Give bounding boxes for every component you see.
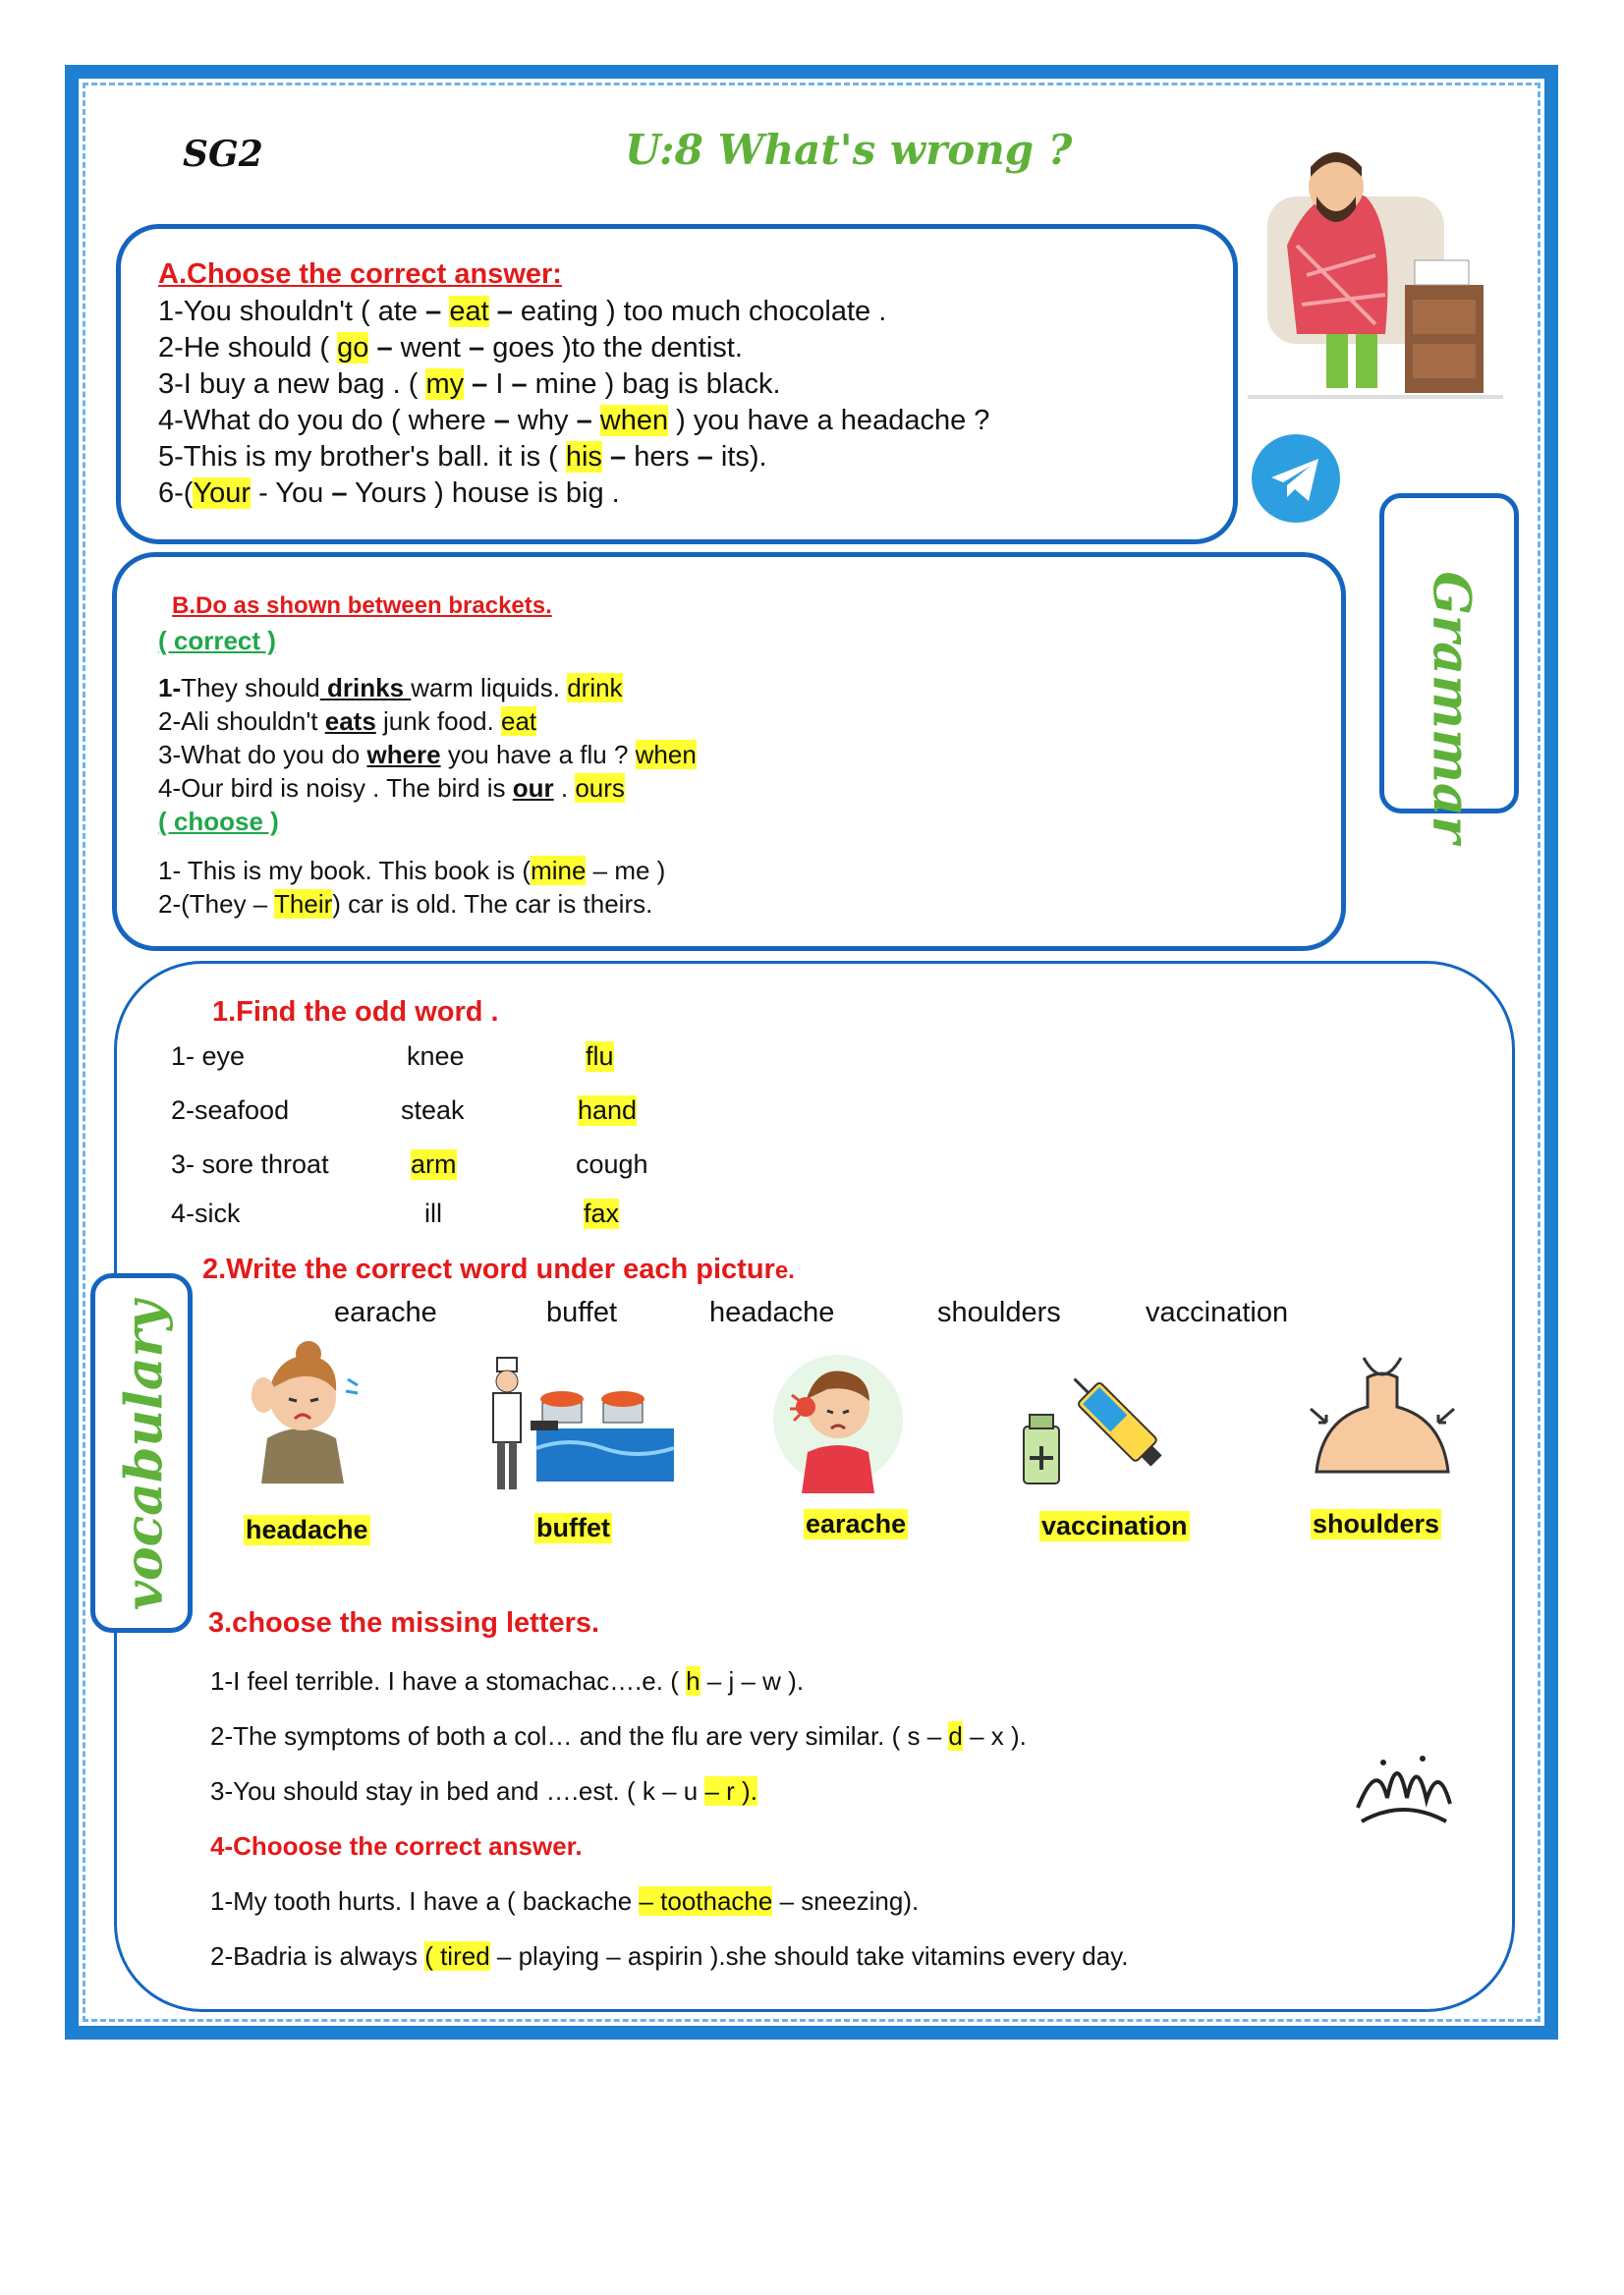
- answer-highlight: – toothache: [639, 1886, 773, 1916]
- correct-item-2: 2-Ali shouldn't eats junk food. eat: [158, 706, 537, 736]
- vocabulary-tab: [90, 1273, 193, 1633]
- answer-highlight: mine: [531, 856, 587, 885]
- odd-row-4-b: ill: [424, 1199, 442, 1228]
- odd-word-heading: 1.Find the odd word .: [212, 996, 499, 1028]
- answer-highlight: d: [948, 1721, 963, 1751]
- shoulders-picture: [1307, 1348, 1458, 1478]
- picture-label-5: shoulders: [1313, 1509, 1440, 1539]
- question-a4: 4-What do you do ( where – why – when ) you have a headache ?: [158, 405, 990, 436]
- question-a2: 2-He should ( go – went – goes )to the dentist.: [158, 332, 743, 364]
- odd-row-1-b: knee: [407, 1041, 465, 1071]
- correct-item-4: 4-Our bird is noisy . The bird is our . ours: [158, 773, 625, 803]
- choose-item-1: 1- This is my book. This book is (mine – me ): [158, 856, 666, 885]
- answer-highlight: eat: [500, 706, 537, 736]
- missing-item-3: 3-You should stay in bed and ….est. ( k – u – r ).: [210, 1776, 757, 1806]
- grammar-tab-label: Grammar: [1421, 571, 1482, 844]
- answer-highlight: ours: [575, 773, 625, 803]
- word-bank-1: earache: [334, 1297, 437, 1328]
- question-a1: 1-You shouldn't ( ate – eat – eating ) too much chocolate .: [158, 296, 887, 327]
- sheet-code: SG2: [183, 134, 263, 175]
- picture-label-3: earache: [806, 1509, 907, 1539]
- question-a3: 3-I buy a new bag . ( my – I – mine ) bag is black.: [158, 368, 781, 400]
- section-a-heading: A.Choose the correct answer:: [158, 258, 562, 290]
- word-bank-2: buffet: [546, 1297, 618, 1328]
- odd-row-4-c: fax: [584, 1199, 620, 1228]
- correct-heading: ( correct ): [158, 626, 276, 655]
- correct-item-1: 1-They should drinks warm liquids. drink: [158, 673, 623, 702]
- choose4-item-1: 1-My tooth hurts. I have a ( backache – toothache – sneezing).: [210, 1886, 920, 1916]
- answer-highlight: Your: [193, 477, 252, 509]
- odd-row-4-a: 4-sick: [171, 1199, 241, 1228]
- correct-item-3: 3-What do you do where you have a flu ? when: [158, 740, 697, 769]
- answer-highlight: my: [425, 368, 465, 400]
- answer-highlight: his: [565, 441, 602, 473]
- picture-label-1: headache: [246, 1515, 368, 1544]
- word-bank-3: headache: [709, 1297, 835, 1328]
- telegram-icon[interactable]: [1250, 432, 1342, 525]
- picture-label-4: vaccination: [1041, 1511, 1188, 1540]
- grammar-tab: [1379, 493, 1519, 844]
- answer-highlight: ( tired: [424, 1941, 490, 1971]
- headache-woman-picture: [240, 1340, 364, 1483]
- section-b-heading: B.Do as shown between brackets.: [172, 592, 552, 619]
- choose-item-2: 2-(They – Their) car is old. The car is theirs.: [158, 889, 653, 919]
- picture-label-2: buffet: [536, 1513, 610, 1542]
- answer-highlight: – r ).: [704, 1776, 757, 1806]
- section-a-box: [116, 224, 1238, 544]
- calligraphy-decoration: [1348, 1739, 1460, 1833]
- odd-row-3-c: cough: [576, 1149, 648, 1179]
- odd-row-1-c: flu: [586, 1041, 614, 1071]
- missing-item-2: 2-The symptoms of both a col… and the flu are very similar. ( s – d – x ).: [210, 1721, 1027, 1751]
- buffet-picture: [485, 1350, 678, 1493]
- question-a5: 5-This is my brother's ball. it is ( his – hers – its).: [158, 441, 767, 473]
- odd-row-3-b: arm: [411, 1149, 457, 1179]
- vocabulary-tab-label: vocabulary: [114, 1300, 175, 1611]
- choose4-item-2: 2-Badria is always ( tired – playing – aspirin ).she should take vitamins every day.: [210, 1941, 1129, 1971]
- answer-highlight: go: [337, 332, 369, 364]
- odd-row-1-a: 1- eye: [171, 1041, 246, 1071]
- missing-item-1: 1-I feel terrible. I have a stomachac….e. ( h – j – w ).: [210, 1666, 805, 1696]
- answer-highlight: when: [599, 405, 669, 436]
- odd-row-2-a: 2-seafood: [171, 1095, 290, 1125]
- choose-heading: ( choose ): [158, 807, 279, 836]
- answer-highlight: when: [635, 740, 697, 769]
- pictures-heading: 2.Write the correct word under each picture.: [202, 1254, 795, 1285]
- vaccination-picture: [1018, 1356, 1171, 1493]
- answer-highlight: eat: [449, 296, 489, 327]
- odd-row-3-a: 3- sore throat: [171, 1149, 329, 1179]
- missing-letters-heading: 3.choose the missing letters.: [208, 1607, 600, 1639]
- word-bank-4: shoulders: [937, 1297, 1061, 1328]
- odd-row-2-b: steak: [401, 1095, 465, 1125]
- answer-highlight: Their: [274, 889, 333, 919]
- choose4-heading: 4-Chooose the correct answer.: [210, 1831, 583, 1861]
- section-b-box: [112, 552, 1346, 951]
- page-title: U:8 What's wrong ?: [625, 126, 1073, 174]
- answer-highlight: h: [686, 1666, 700, 1696]
- sick-man-illustration: [1228, 138, 1523, 413]
- question-a6: 6-(Your - You – Yours ) house is big .: [158, 477, 620, 509]
- word-bank-5: vaccination: [1146, 1297, 1289, 1328]
- odd-row-2-c: hand: [578, 1095, 638, 1125]
- earache-boy-picture: [772, 1346, 904, 1493]
- answer-highlight: drink: [567, 673, 623, 702]
